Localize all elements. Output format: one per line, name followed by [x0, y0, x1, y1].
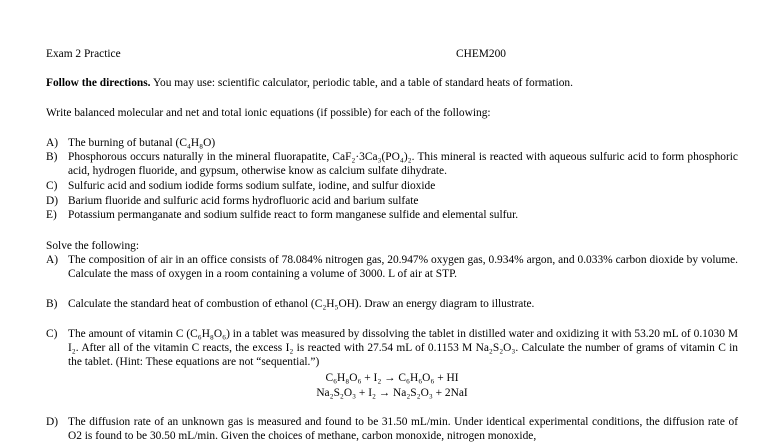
problem-item-a [46, 253, 738, 281]
directions-bold: Follow the directions. [46, 77, 151, 89]
item-label: C) [46, 180, 58, 192]
item-label: B) [46, 298, 58, 310]
equation-item-b [46, 150, 738, 178]
item-label: A) [46, 137, 59, 149]
item-text: Sulfuric acid and sodium iodide forms sodium sulfate, iodine, and sulfur dioxide [68, 180, 436, 192]
item-text: The burning of butanal (C₄H₈O) [68, 137, 216, 149]
directions [46, 76, 573, 90]
course-code: CHEM200 [456, 48, 506, 60]
item-text: Phosphorous occurs naturally in the mineral fluorapatite, CaF₂·3Ca₃(PO₄)₂. This mineral is reacted with aqueous sulfuric acid to form phosphoric acid, hydrogen fluoride, and gypsum, otherwise know as calcium sulfate dihydrate. [68, 151, 738, 177]
item-text: The composition of air in an office consists of 78.084% nitrogen gas, 20.947% oxygen gas, 0.934% argon, and 0.033% carbon dioxide by volume. Calculate the mass of oxygen in a room containing a volume of 3000. L of air at STP. [68, 254, 738, 280]
item-label: E) [46, 209, 57, 221]
item-text: Calculate the standard heat of combustion of ethanol (C₂H₅OH). Draw an energy diagram to illustrate. [68, 298, 535, 310]
equation-item-a [46, 136, 738, 150]
solve-intro: Solve the following: [46, 240, 140, 252]
equation-item-c [46, 179, 738, 193]
item-text: The amount of vitamin C (C₆H₈O₆) in a tablet was measured by dissolving the tablet in distilled water and oxidizing it with 53.20 mL of 0.1030 M I₂. After all of the vitamin C reacts, the excess I₂ is reacted with 27.54 mL of 0.1153 M Na₂S₂O₃. Calculate the number of grams of vitamin C in the tablet. (Hint: These equations are not “sequential.”) [68, 328, 738, 368]
equations-intro: Write balanced molecular and net and total ionic equations (if possible) for each of the following: [46, 107, 491, 119]
item-label: D) [46, 416, 59, 428]
reaction-equation: Na₂S₂O₃ + I₂ → Na₂S₂O₃ + 2NaI [316, 387, 468, 399]
equation-item-d [46, 194, 738, 208]
item-label: C) [46, 328, 58, 340]
item-text: Barium fluoride and sulfuric acid forms hydrofluoric acid and barium sulfate [68, 195, 419, 207]
item-label: A) [46, 254, 59, 266]
item-label: B) [46, 151, 58, 163]
problem-item-b [46, 297, 738, 311]
equation-item-e [46, 208, 738, 222]
problem-item-d [46, 415, 738, 443]
directions-text: You may use: scientific calculator, periodic table, and a table of standard heats of formation. [152, 77, 573, 89]
problem-item-c [46, 327, 738, 369]
exam-title: Exam 2 Practice [46, 48, 121, 60]
item-label: D) [46, 195, 59, 207]
reaction-equation: C₆H₈O₆ + I₂ → C₆H₆O₆ + HI [325, 372, 459, 384]
item-text: The diffusion rate of an unknown gas is measured and found to be 31.50 mL/min. Under identical experimental conditions, the diffusion rate of O2 is found to be 30.50 mL/min. Given the choices of methane, carbon monoxide, nitrogen monoxide, [68, 416, 738, 442]
item-text: Potassium permanganate and sodium sulfide react to form manganese sulfide and elemental sulfur. [68, 209, 519, 221]
